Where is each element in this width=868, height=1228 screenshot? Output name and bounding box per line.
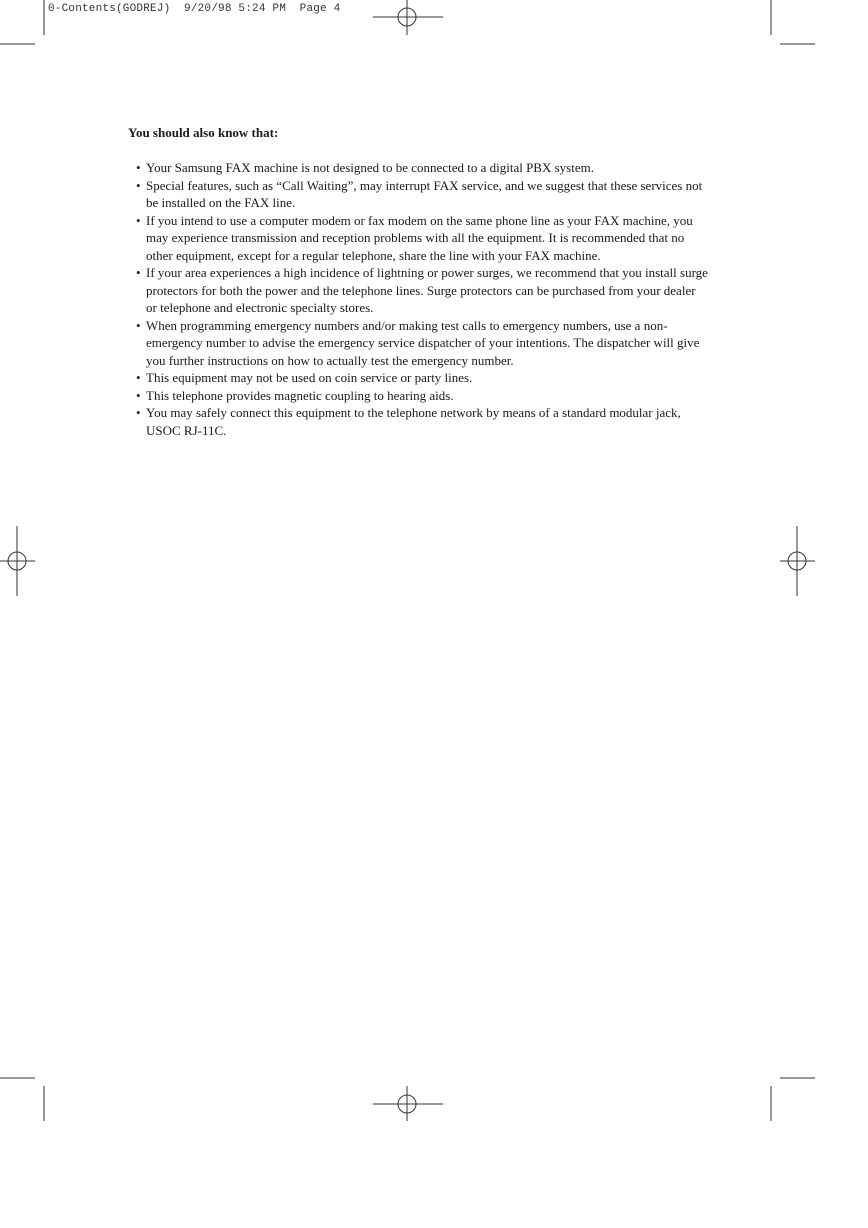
registration-mark-left <box>0 526 35 596</box>
list-item: • When programming emergency numbers and/or making test calls to emergency numbers, use a non-emergency number to advise the emergency service dispatcher of your intentions. The dispatcher will give you further instructions on how to actually test the emergency number. <box>136 317 708 370</box>
registration-mark-bottom <box>373 1086 443 1121</box>
registration-mark-right <box>780 526 815 596</box>
section-heading: You should also know that: <box>128 125 279 140</box>
list-item: • Your Samsung FAX machine is not designed to be connected to a digital PBX system. <box>136 159 708 177</box>
notice-list <box>128 159 708 439</box>
list-item: • Special features, such as “Call Waiting”, may interrupt FAX service, and we suggest that these services not be installed on the FAX line. <box>136 177 708 212</box>
list-item: • This telephone provides magnetic coupling to hearing aids. <box>136 387 708 405</box>
list-item: • If you intend to use a computer modem or fax modem on the same phone line as your FAX machine, you may experience transmission and reception problems with all the equipment. It is recommended that no other equipment, except for a regular telephone, share the line with your FAX machine. <box>136 212 708 265</box>
list-item: • This equipment may not be used on coin service or party lines. <box>136 369 708 387</box>
list-item: • You may safely connect this equipment to the telephone network by means of a standard modular jack, USOC RJ-11C. <box>136 404 708 439</box>
registration-mark-top <box>373 0 443 35</box>
print-slug-line: 0-Contents(GODREJ) 9/20/98 5:24 PM Page 4 <box>48 3 341 15</box>
list-item: • If your area experiences a high incidence of lightning or power surges, we recommend that you install surge protectors for both the power and the telephone lines. Surge protectors can be purchased from your dealer or telephone and electronic specialty stores. <box>136 264 708 317</box>
document-body <box>128 124 708 439</box>
